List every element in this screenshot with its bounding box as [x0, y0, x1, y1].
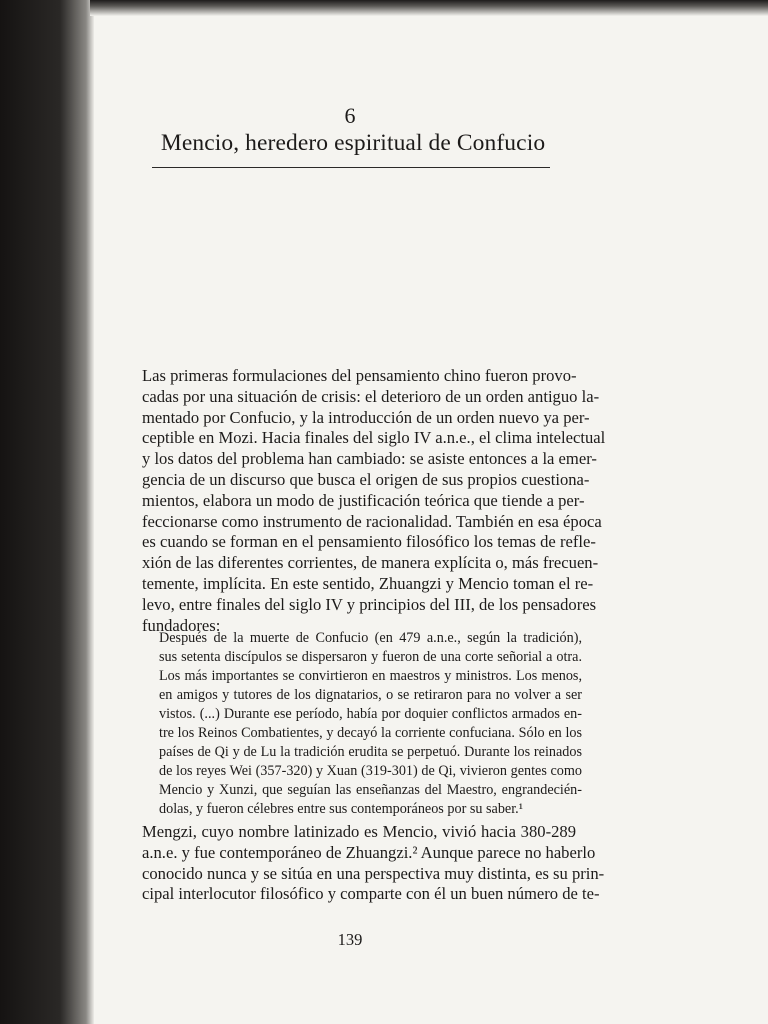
text-line: mentado por Confucio, y la introducción de un orden nuevo ya per-	[142, 407, 590, 427]
text-line: cadas por una situación de crisis: el deterioro de un orden antiguo la-	[142, 386, 600, 406]
block-quote	[159, 629, 582, 819]
text-line: gencia de un discurso que busca el origen de sus propios cuestiona-	[142, 469, 590, 489]
text-line: ceptible en Mozi. Hacia finales del siglo IV a.n.e., el clima intelectual	[142, 428, 606, 448]
text-line: y los datos del problema han cambiado: se asiste entonces a la emer-	[142, 449, 597, 469]
text-line: Los más importantes se convirtieron en maestros y ministros. Los menos,	[159, 668, 582, 684]
text-line: Mengzi, cuyo nombre latinizado es Mencio, vivió hacia 380-289	[142, 822, 576, 841]
text-line: dolas, y fueron célebres entre sus contemporáneos por su saber.¹	[159, 801, 523, 817]
text-line: tre los Reinos Combatientes, y decayó la corriente confuciana. Sólo en los	[159, 725, 582, 741]
text-line: xión de las diferentes corrientes, de manera explícita o, más frecuen-	[142, 553, 599, 573]
text-line: países de Qi y de Lu la tradición erudita se perpetuó. Durante los reinados	[159, 744, 582, 760]
text-line: en amigos y tutores de los dignatarios, o se retiraron para no volver a ser	[159, 687, 582, 703]
text-line: sus setenta discípulos se dispersaron y fueron de una corte señorial a otra.	[159, 649, 582, 665]
chapter-number: 6	[344, 103, 356, 128]
text-line: Después de la muerte de Confucio (en 479 a.n.e., según la tradición),	[159, 630, 582, 646]
text-line: levo, entre finales del siglo IV y principios del III, de los pensadores	[142, 594, 597, 614]
book-binding-shadow	[0, 0, 94, 1024]
text-line: a.n.e. y fue contemporáneo de Zhuangzi.² Aunque parece no haberlo	[142, 842, 596, 862]
text-line: es cuando se forman en el pensamiento filosófico los temas de refle-	[142, 532, 596, 552]
text-line: temente, implícita. En este sentido, Zhuangzi y Mencio toman el re-	[142, 573, 594, 593]
text-line: de los reyes Wei (357-320) y Xuan (319-301) de Qi, vivieron gentes como	[159, 763, 582, 779]
text-line: fundadores:	[142, 615, 221, 635]
chapter-title: Mencio, heredero espiritual de Confucio	[160, 130, 546, 156]
text-line: mientos, elabora un modo de justificación teórica que tiende a per-	[142, 490, 585, 510]
text-line: conocido nunca y se sitúa en una perspectiva muy distinta, es su prin-	[142, 863, 605, 883]
text-line: cipal interlocutor filosófico y comparte con él un buen número de te-	[142, 884, 600, 904]
body-paragraph-1	[142, 366, 606, 636]
text-line: feccionarse como instrumento de racionalidad. También en esa época	[142, 511, 602, 531]
page-top-shadow	[90, 0, 768, 16]
text-line: Mencio y Xunzi, que seguían las enseñanzas del Maestro, engrandecién-	[159, 782, 582, 798]
body-paragraph-2	[142, 822, 605, 905]
text-line: vistos. (...) Durante ese período, había por doquier conflictos armados en-	[159, 706, 582, 722]
title-underline	[152, 167, 550, 168]
text-line: Las primeras formulaciones del pensamiento chino fueron provo-	[142, 366, 577, 385]
page-number: 139	[337, 930, 363, 949]
